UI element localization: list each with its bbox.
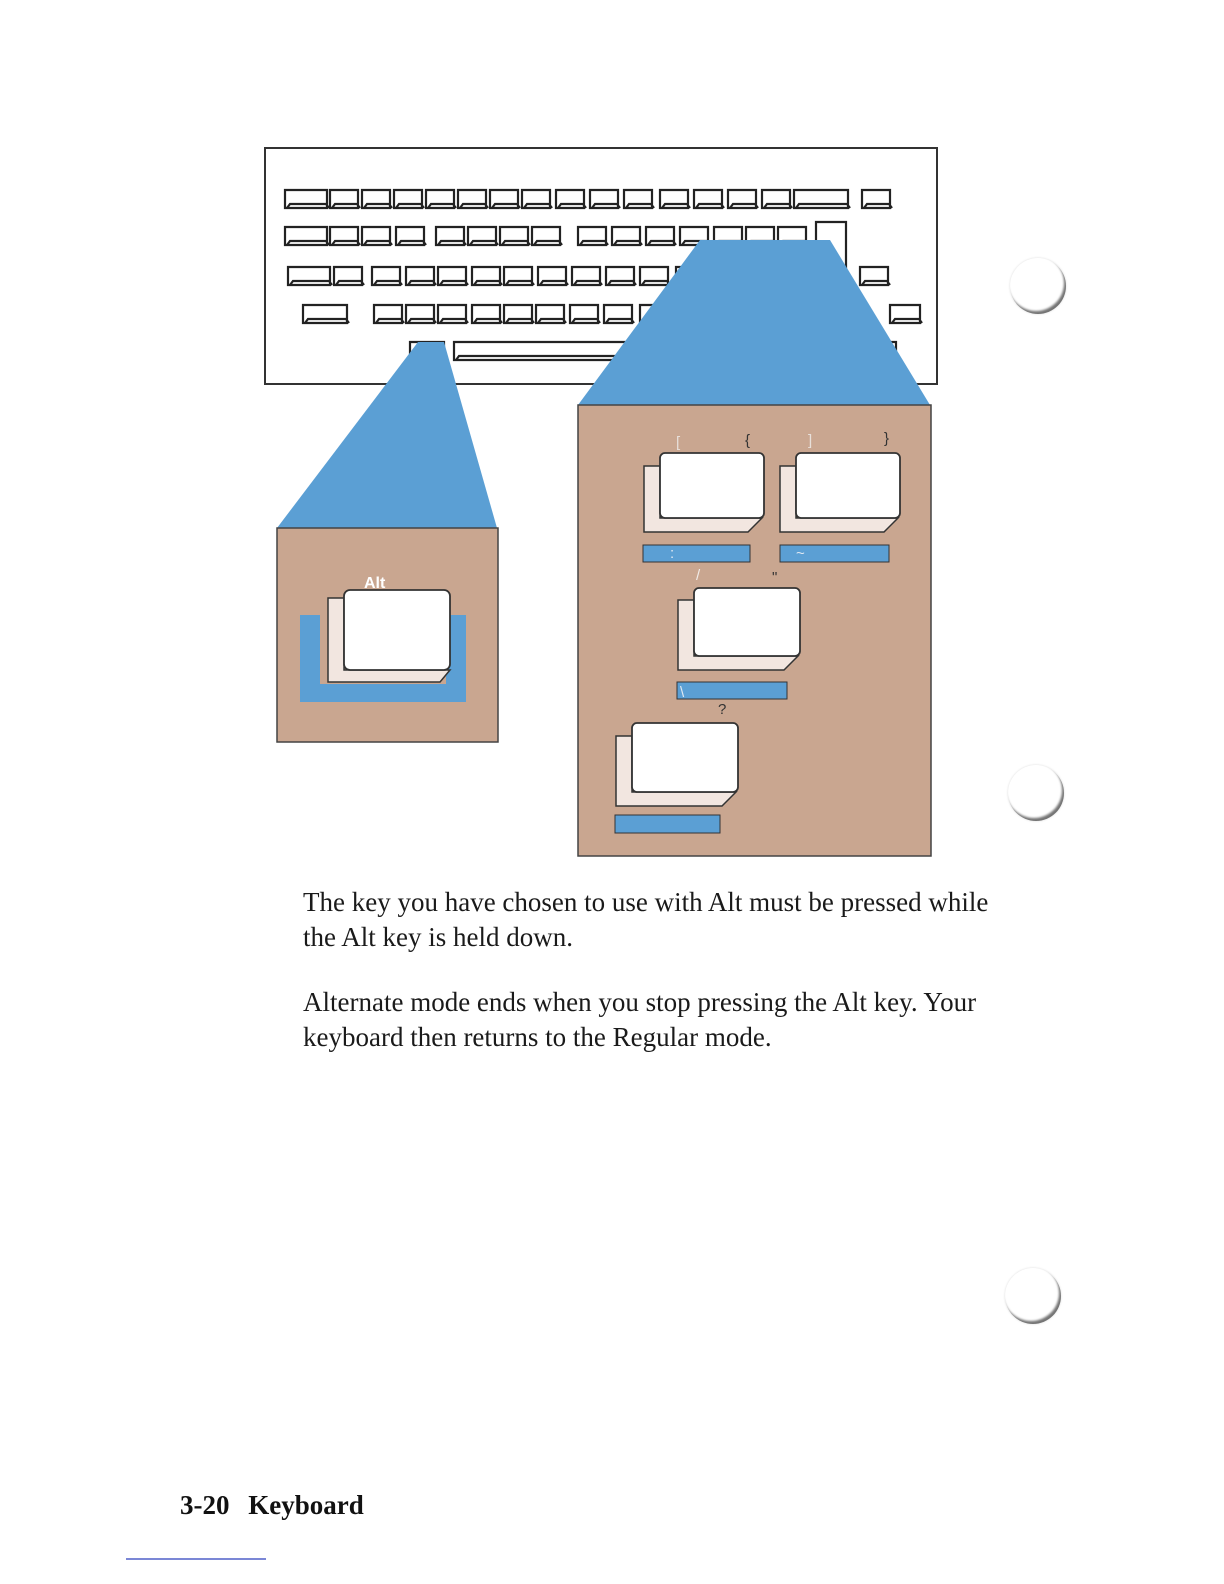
keyboard-key-r2 bbox=[646, 227, 676, 245]
binder-hole-top bbox=[1010, 258, 1066, 314]
keyboard-key-r4 bbox=[536, 305, 566, 323]
legend-open-brace: { bbox=[745, 432, 751, 449]
keyboard-key-r1 bbox=[522, 190, 552, 208]
keyboard-key-r3 bbox=[372, 267, 402, 285]
legend-close-bracket: ] bbox=[808, 432, 813, 449]
keyboard-key-r1 bbox=[794, 190, 850, 208]
keyboard-key-r2 bbox=[396, 227, 426, 245]
keyboard-key-r3 bbox=[860, 267, 890, 285]
zoom-key-semicolon-base bbox=[643, 545, 750, 562]
keyboard-key-r1 bbox=[728, 190, 758, 208]
alt-key-label: Alt bbox=[364, 575, 386, 592]
keyboard-key-r1 bbox=[394, 190, 424, 208]
legend-close-brace: } bbox=[884, 430, 890, 447]
zoom-key-slash-base bbox=[615, 815, 720, 833]
legend-double-quote: " bbox=[772, 569, 778, 586]
keyboard-key-r1 bbox=[426, 190, 456, 208]
keyboard-key-r3 bbox=[288, 267, 332, 285]
keyboard-key-r4 bbox=[472, 305, 502, 323]
keyboard-key-r2 bbox=[285, 227, 329, 245]
keyboard-key-r2 bbox=[612, 227, 642, 245]
legend-backslash: \ bbox=[680, 684, 685, 701]
keyboard-key-r3 bbox=[538, 267, 568, 285]
zoom-key-question bbox=[616, 723, 738, 806]
keyboard-key-r4 bbox=[890, 305, 922, 323]
keyboard-key-r4 bbox=[504, 305, 534, 323]
keyboard-key-r1 bbox=[762, 190, 792, 208]
paragraph-alt-key-usage: The key you have chosen to use with Alt must be pressed while the Alt key is held down. bbox=[303, 887, 989, 952]
keyboard-key-r1 bbox=[458, 190, 488, 208]
page-number: 3-20 bbox=[180, 1490, 230, 1520]
keyboard-key-r3 bbox=[572, 267, 602, 285]
legend-open-bracket: [ bbox=[676, 434, 681, 451]
keyboard-key-r2 bbox=[362, 227, 392, 245]
keyboard-key-r2 bbox=[500, 227, 530, 245]
alt-key-cap bbox=[328, 590, 450, 682]
legend-colon: : bbox=[670, 545, 675, 562]
section-title: Keyboard bbox=[248, 1490, 364, 1520]
keyboard-key-r4 bbox=[374, 305, 404, 323]
keyboard-key-r1 bbox=[285, 190, 329, 208]
keyboard-key-r4 bbox=[406, 305, 436, 323]
paragraph-alternate-mode-end: Alternate mode ends when you stop pressing the Alt key. Your keyboard then returns to the Regular mode. bbox=[303, 987, 977, 1052]
keyboard-key-r3 bbox=[504, 267, 534, 285]
page-footer bbox=[180, 1490, 364, 1521]
keyboard-key-r3 bbox=[640, 267, 670, 285]
keyboard-key-r1 bbox=[660, 190, 690, 208]
keyboard-key-r4 bbox=[570, 305, 600, 323]
keyboard-key-r1 bbox=[624, 190, 654, 208]
keyboard-key-r2 bbox=[436, 227, 466, 245]
legend-tilde: ~ bbox=[796, 545, 805, 562]
keyboard-key-r4 bbox=[303, 305, 349, 323]
keyboard-key-r2 bbox=[578, 227, 608, 245]
keyboard-key-r3 bbox=[438, 267, 468, 285]
keyboard-key-r1 bbox=[556, 190, 586, 208]
keyboard-key-r1 bbox=[694, 190, 724, 208]
footer-rule bbox=[126, 1558, 266, 1560]
zoom-key-quote bbox=[678, 588, 800, 670]
zoom-key-bracket-left bbox=[644, 453, 764, 532]
legend-slash: / bbox=[696, 567, 701, 584]
keyboard-key-r1 bbox=[590, 190, 620, 208]
binder-hole-bottom bbox=[1005, 1268, 1061, 1324]
legend-question: ? bbox=[718, 701, 727, 718]
binder-hole-middle bbox=[1008, 765, 1064, 821]
keyboard-key-r1 bbox=[862, 190, 892, 208]
keyboard-key-r2 bbox=[532, 227, 562, 245]
keyboard-key-r3 bbox=[606, 267, 636, 285]
keyboard-key-r2 bbox=[468, 227, 498, 245]
keyboard-key-r1 bbox=[330, 190, 360, 208]
keyboard-key-r2 bbox=[330, 227, 360, 245]
zoom-key-bracket-right bbox=[780, 453, 900, 532]
keyboard-key-r3 bbox=[334, 267, 364, 285]
keyboard-key-r1 bbox=[362, 190, 392, 208]
zoom-key-backslash-base bbox=[677, 682, 787, 699]
keyboard-key-r1 bbox=[490, 190, 520, 208]
keyboard-key-r4 bbox=[604, 305, 634, 323]
keyboard-key-r3 bbox=[406, 267, 436, 285]
keyboard-key-r4 bbox=[438, 305, 468, 323]
keyboard-key-r3 bbox=[472, 267, 502, 285]
